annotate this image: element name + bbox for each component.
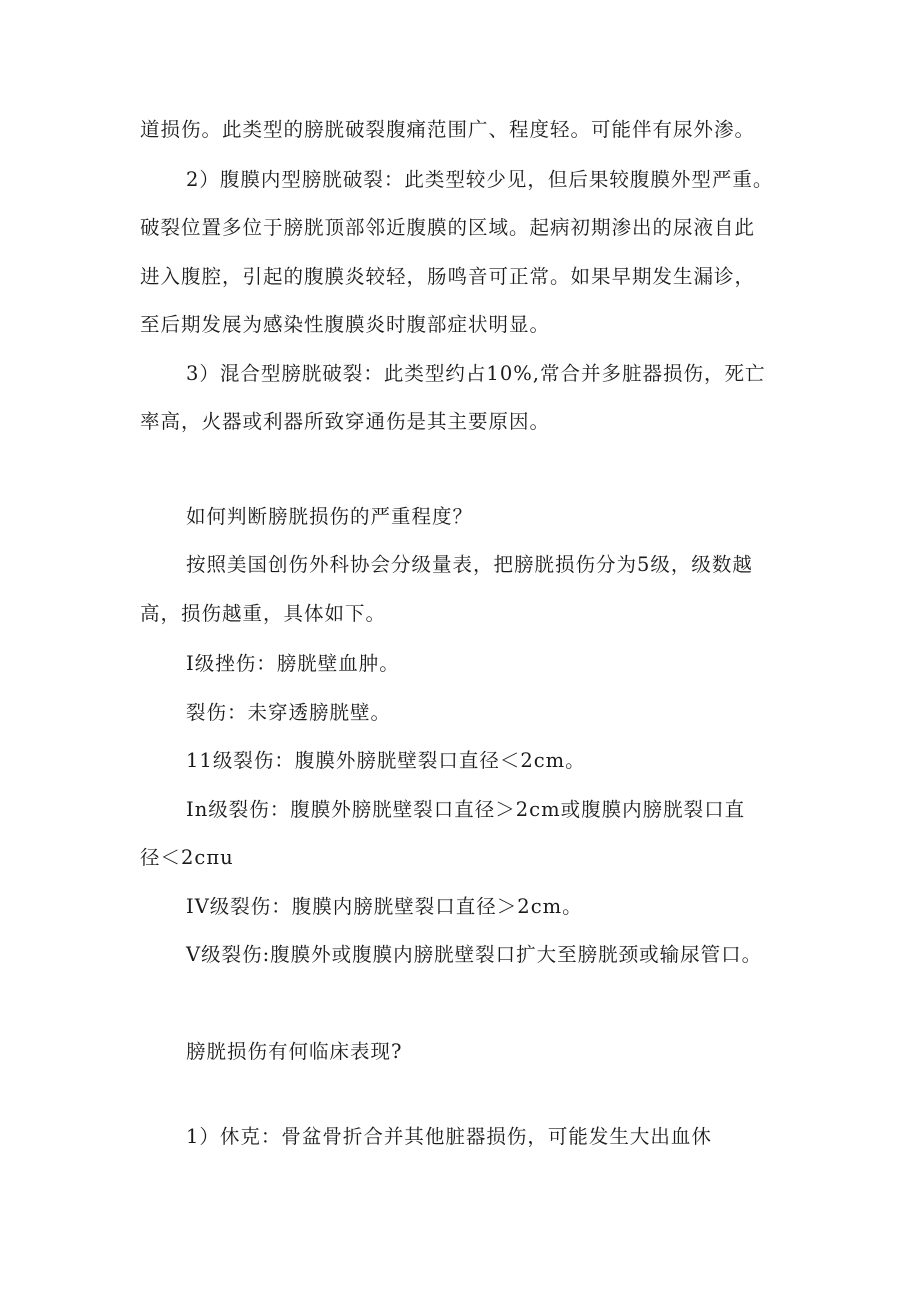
paragraph-line: 2）腹膜内型膀胱破裂：此类型较少见，但后果较腹膜外型严重。 [186,168,774,191]
grade-item: 裂伤：未穿透膀胱壁。 [186,701,392,724]
grade-item: In级裂伤：腹膜外膀胱壁裂口直径＞2cm或腹膜内膀胱裂口直 [186,798,746,821]
paragraph-line: 3）混合型膀胱破裂：此类型约占10%,常合并多脏器损伤，死亡 [186,362,766,385]
grade-item: V级裂伤:腹膜外或腹膜内膀胱壁裂口扩大至膀胱颈或输尿管口。 [186,943,763,966]
section-heading: 膀胱损伤有何临床表现? [186,1040,403,1063]
grade-item: 径＜2cπu [140,846,234,869]
paragraph-line: 率高，火器或利器所致穿通伤是其主要原因。 [140,410,551,433]
paragraph-line: 破裂位置多位于膀胱顶部邻近腹膜的区域。起病初期渗出的尿液自此 [140,216,756,239]
grade-item: 11级裂伤：腹膜外膀胱壁裂口直径＜2cm。 [186,749,586,772]
paragraph-line: 至后期发展为感染性腹膜炎时腹部症状明显。 [140,313,551,336]
paragraph-line: 1）休克：骨盆骨折合并其他脏器损伤，可能发生大出血休 [186,1125,712,1148]
grade-item: IV级裂伤：腹膜内膀胱壁裂口直径＞2cm。 [186,895,583,918]
paragraph-line: 道损伤。此类型的膀胱破裂腹痛范围广、程度轻。可能伴有尿外渗。 [140,118,756,141]
section-heading: 如何判断膀胱损伤的严重程度？ [186,505,474,528]
paragraph-line: 高，损伤越重，具体如下。 [140,602,387,625]
paragraph-line: 进入腹腔，引起的腹膜炎较轻，肠鸣音可正常。如果早期发生漏诊， [140,265,756,288]
grade-item: I级挫伤：膀胱壁血肿。 [186,652,400,675]
paragraph-line: 按照美国创伤外科协会分级量表，把膀胱损伤分为5级，级数越 [186,553,753,576]
